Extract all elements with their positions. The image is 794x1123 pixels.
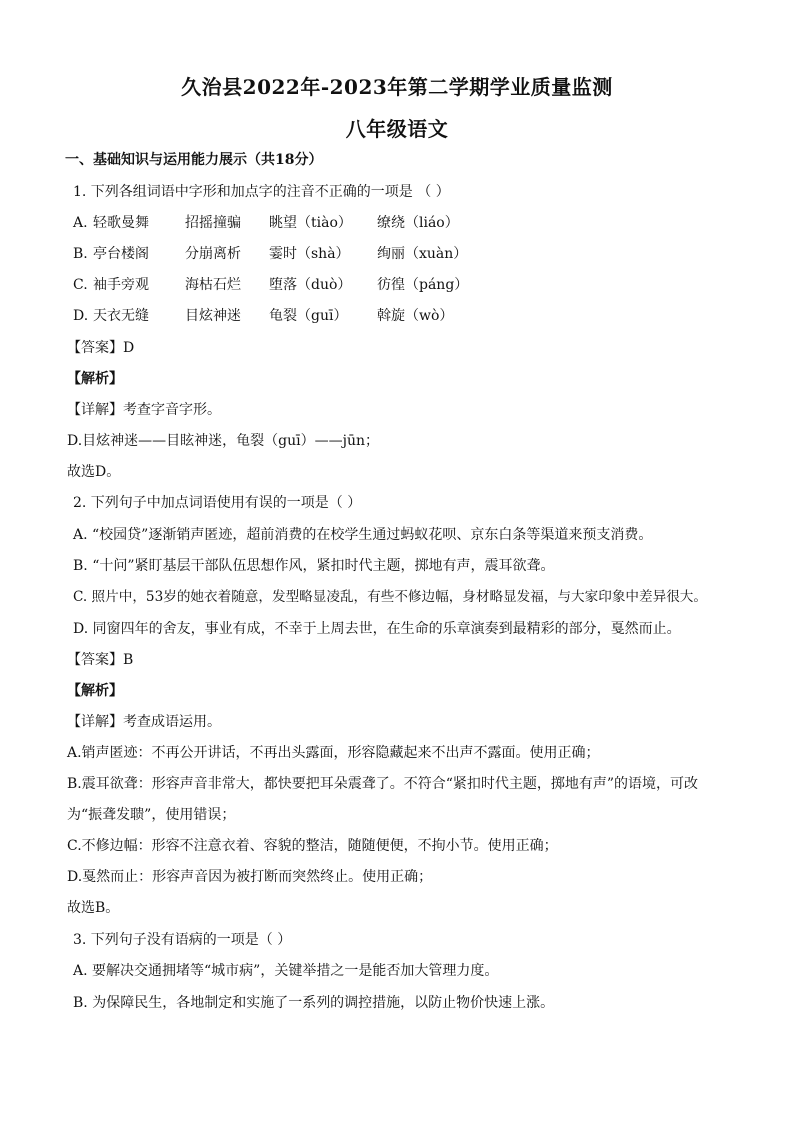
option-word: 天衣无缝 <box>93 308 149 324</box>
q2-explanation-b: B.震耳欲聋：形容声音非常大，都快要把耳朵震聋了。不符合“紧扣时代主题，掷地有声”的语境，可改 <box>67 776 699 792</box>
option-label: C. <box>73 277 88 293</box>
q2-explanation-a: A.销声匿迹：不再公开讲话，不再出头露面，形容隐藏起来不出声不露面。使用正确； <box>67 745 600 761</box>
q2-conclusion: 故选B。 <box>67 900 120 916</box>
option-word: 袖手旁观 <box>93 277 149 293</box>
q1-conclusion: 故选D。 <box>67 464 121 480</box>
q1-answer: 【答案】D <box>67 340 135 356</box>
option-word: 目炫神迷 <box>185 308 241 324</box>
option-word: 绚丽（xuàn） <box>377 246 468 262</box>
q1-analysis-heading: 【解析】 <box>67 371 123 387</box>
q1-option-b <box>73 244 733 264</box>
q3-option-b: B. 为保障民生，各地制定和实施了一系列的调控措施，以防止物价快速上涨。 <box>73 995 555 1011</box>
option-word: 斡旋（wò） <box>377 308 454 324</box>
option-word: 彷徨（páng） <box>377 277 469 293</box>
question-2-stem: 2. 下列句子中加点词语使用有误的一项是（ ） <box>73 495 362 511</box>
option-word: 分崩离析 <box>185 246 241 262</box>
option-word: 轻歌曼舞 <box>93 215 149 231</box>
question-3-stem: 3. 下列句子没有语病的一项是（ ） <box>73 932 292 948</box>
q2-explanation-c: C.不修边幅：形容不注意衣着、容貌的整洁，随随便便，不拘小节。使用正确； <box>67 838 558 854</box>
q1-explanation: D.目炫神迷——目眩神迷，龟裂（guī）——jūn； <box>67 433 380 449</box>
option-label: D. <box>73 308 89 324</box>
q1-option-c <box>73 275 733 295</box>
q2-analysis-heading: 【解析】 <box>67 683 123 699</box>
q3-option-a: A. 要解决交通拥堵等“城市病”，关键举措之一是能否加大管理力度。 <box>73 963 499 979</box>
q1-option-a <box>73 213 733 233</box>
q2-explanation-b-cont: 为“振聋发聩”，使用错误； <box>67 807 236 823</box>
option-word: 缭绕（liáo） <box>377 215 459 231</box>
question-1-stem: 1. 下列各组词语中字形和加点字的注音不正确的一项是 （ ） <box>73 184 450 200</box>
option-label: B. <box>73 246 88 262</box>
option-word: 霎时（shà） <box>269 246 350 262</box>
option-word: 招摇撞骗 <box>185 215 241 231</box>
q2-explanation-d: D.戛然而止：形容声音因为被打断而突然终止。使用正确； <box>67 869 433 885</box>
q1-detail: 【详解】考查字音字形。 <box>67 402 221 418</box>
option-word: 堕落（duò） <box>269 277 352 293</box>
q2-detail: 【详解】考查成语运用。 <box>67 714 221 730</box>
exam-subtitle: 八年级语文 <box>345 117 449 141</box>
q2-answer: 【答案】B <box>67 652 134 668</box>
option-word: 海枯石烂 <box>185 277 241 293</box>
option-word: 眺望（tiào） <box>269 215 352 231</box>
option-label: A. <box>73 215 88 231</box>
q2-option-b: B. “十问”紧盯基层干部队伍思想作风，紧扣时代主题，掷地有声，震耳欲聋。 <box>73 558 555 574</box>
option-word: 亭台楼阁 <box>93 246 149 262</box>
q2-option-d: D. 同窗四年的舍友，事业有成，不幸于上周去世，在生命的乐章演奏到最精彩的部分，戛然而止。 <box>73 621 681 637</box>
q1-option-d <box>73 306 733 326</box>
q2-option-c: C. 照片中，53岁的她衣着随意，发型略显凌乱，有些不修边幅，身材略显发福，与大家印象中差异很大。 <box>73 589 707 605</box>
section-heading: 一、基础知识与运用能力展示（共18分） <box>65 152 323 168</box>
exam-title: 久治县2022年-2023年第二学期学业质量监测 <box>181 75 613 99</box>
option-word: 龟裂（guī） <box>269 308 348 324</box>
q2-option-a: A. “校园贷”逐渐销声匿迹，超前消费的在校学生通过蚂蚁花呗、京东白条等渠道来预支消费。 <box>73 527 653 543</box>
